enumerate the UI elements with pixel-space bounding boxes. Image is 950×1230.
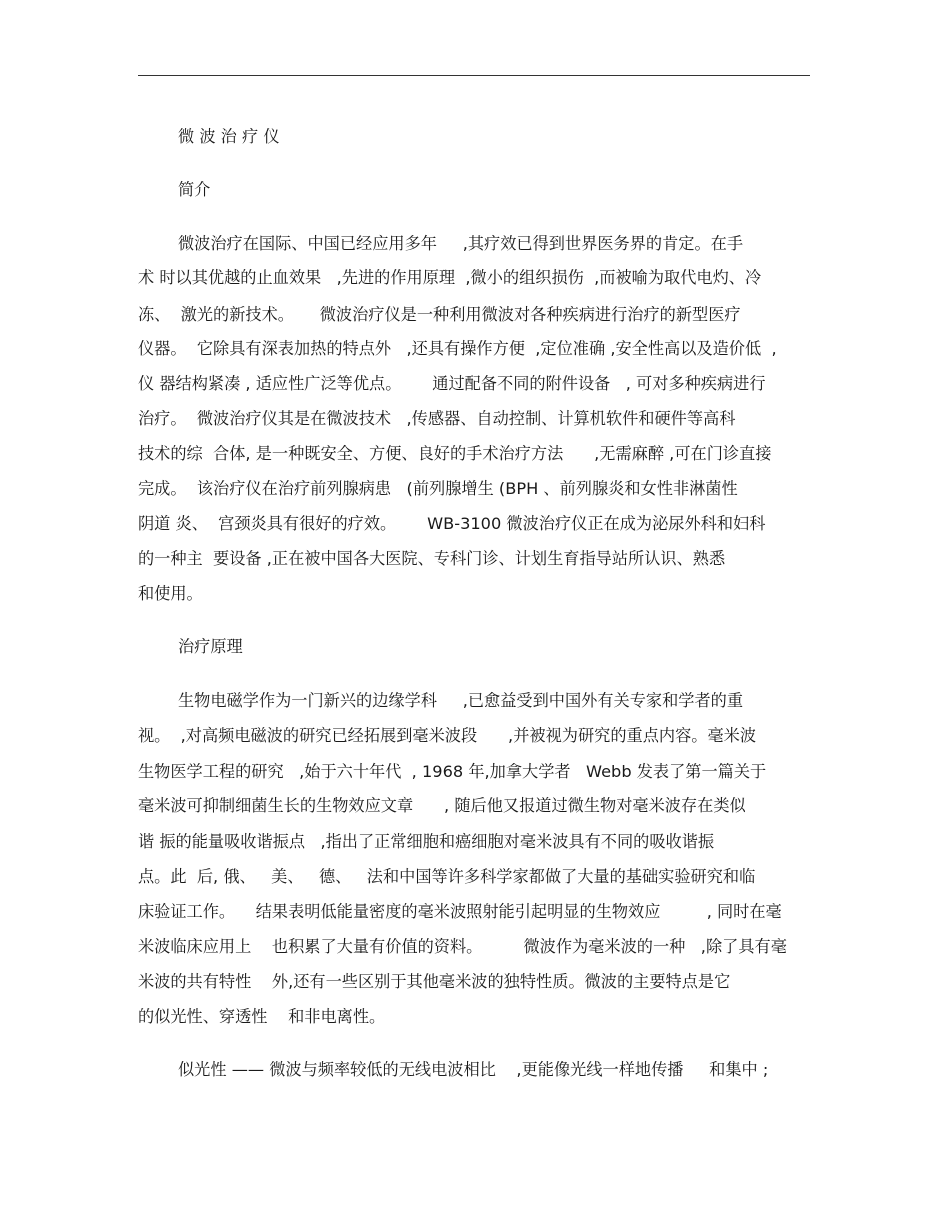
principle-line: 生物医学工程的研究 ,始于六十年代 , 1968 年,加拿大学者 Webb 发表了第一篇关于: [138, 762, 767, 781]
intro-line: 微波治疗在国际、中国已经应用多年 ,其疗效已得到世界医务界的肯定。在手: [178, 234, 744, 253]
intro-line: 完成。 该治疗仪在治疗前列腺病患 (前列腺增生 (BPH 、前列腺炎和女性非淋菌性: [138, 479, 738, 498]
principle-line: 谐 振的能量吸收谐振点 ,指出了正常细胞和癌细胞对毫米波具有不同的吸收谐振: [138, 832, 715, 851]
intro-line: 仪器。 它除具有深表加热的特点外 ,还具有操作方便 ,定位准确 ,安全性高以及造价低 ,: [138, 339, 777, 358]
principle-line: 的似光性、穿透性 和非电离性。: [138, 1007, 386, 1026]
principle-line: 床验证工作。 结果表明低能量密度的毫米波照射能引起明显的生物效应 , 同时在毫: [138, 902, 782, 921]
intro-line: 治疗。 微波治疗仪其是在微波技术 ,传感器、自动控制、计算机软件和硬件等高科: [138, 409, 736, 428]
intro-line: 和使用。: [138, 584, 203, 603]
intro-line: 的一种主 要设备 ,正在被中国各大医院、专科门诊、计划生育指导站所认识、熟悉: [138, 549, 726, 568]
principle-line: 米波的共有特性 外,还有一些区别于其他毫米波的独特性质。微波的主要特点是它: [138, 972, 731, 991]
document-title: 微 波 治 疗 仪: [178, 127, 280, 146]
paragraph-line: 似光性 —— 微波与频率较低的无线电波相比 ,更能像光线一样地传播 和集中 ;: [178, 1060, 769, 1079]
principle-line: 毫米波可抑制细菌生长的生物效应文章 , 随后他又报道过微生物对毫米波存在类似: [138, 796, 746, 815]
intro-line: 术 时以其优越的止血效果 ,先进的作用原理 ,微小的组织损伤 ,而被喻为取代电灼、冷: [138, 268, 762, 287]
principle-line: 点。此 后, 俄、 美、 德、 法和中国等许多科学家都做了大量的基础实验研究和临: [138, 867, 756, 886]
principle-line: 生物电磁学作为一门新兴的边缘学科 ,已愈益受到中国外有关专家和学者的重: [178, 691, 744, 710]
intro-line: 技术的综 合体, 是一种既安全、方便、良好的手术治疗方法 ,无需麻醉 ,可在门诊直接: [138, 444, 772, 463]
principle-line: 米波临床应用上 也积累了大量有价值的资料。 微波作为毫米波的一种 ,除了具有毫: [138, 937, 787, 956]
section-heading-intro: 简介: [178, 180, 211, 199]
intro-line: 阴道 炎、 宫颈炎具有很好的疗效。 WB-3100 微波治疗仪正在成为泌尿外科和妇科: [138, 514, 766, 533]
intro-line: 冻、 激光的新技术。 微波治疗仪是一种利用微波对各种疾病进行治疗的新型医疗: [138, 305, 741, 324]
section-heading-principle: 治疗原理: [178, 637, 243, 656]
intro-line: 仪 器结构紧凑 , 适应性广泛等优点。 通过配备不同的附件设备 , 可对多种疾病进行: [138, 374, 766, 393]
principle-line: 视。 ,对高频电磁波的研究已经拓展到毫米波段 ,并被视为研究的重点内容。毫米波: [138, 726, 757, 745]
header-rule: [138, 75, 810, 76]
